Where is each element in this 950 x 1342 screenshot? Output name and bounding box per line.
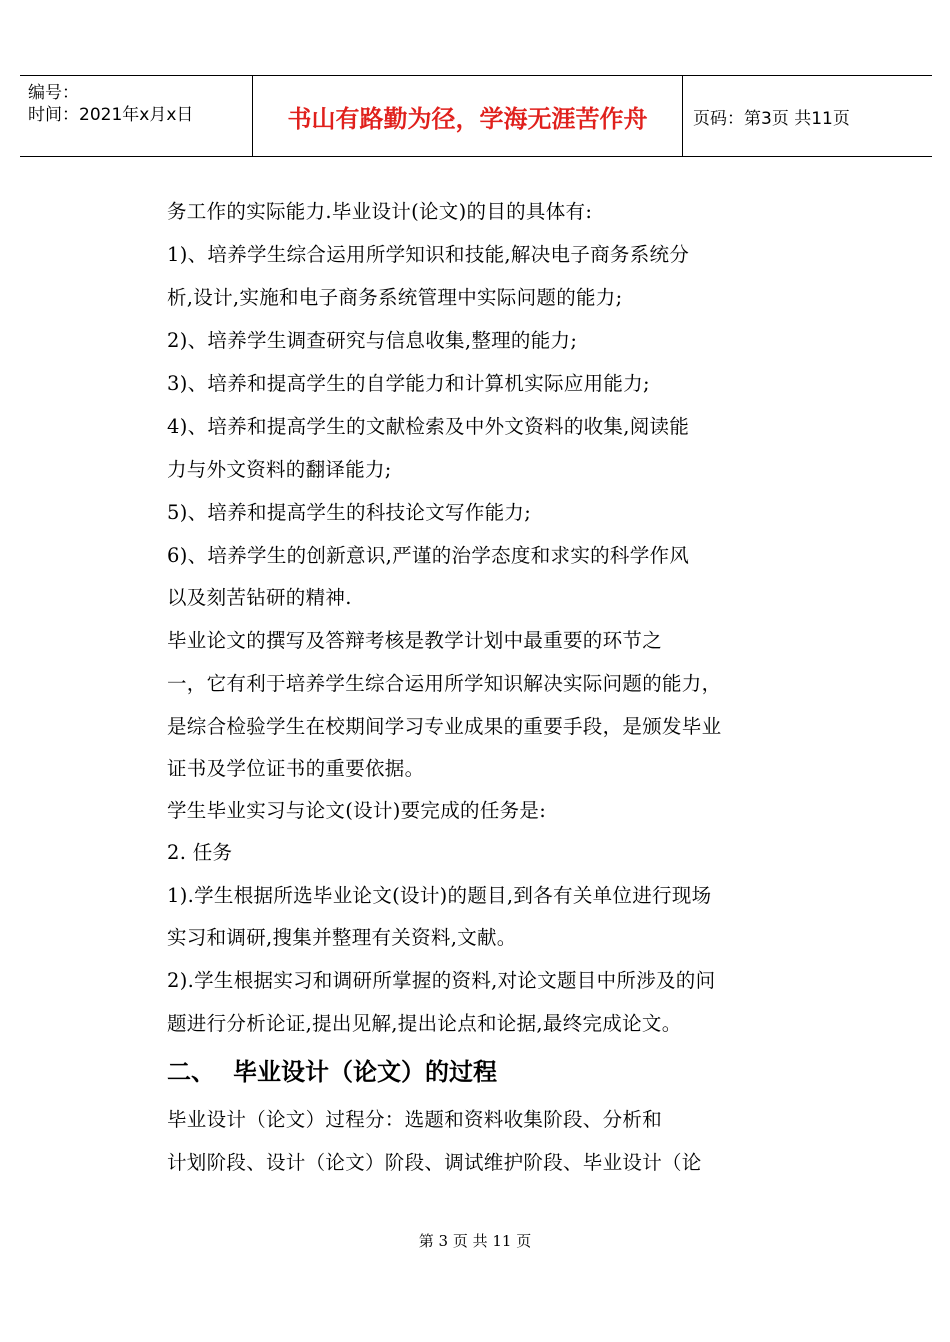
page-footer: 第 3 页 共 11 页 — [418, 1232, 532, 1250]
text-line: 实习和调研,搜集并整理有关资料,文献。 — [167, 926, 517, 949]
text-line: 务工作的实际能力.毕业设计(论文)的目的具体有: — [167, 200, 593, 223]
text-line: 以及刻苦钻研的精神. — [167, 586, 352, 609]
text-line: 2).学生根据实习和调研所掌握的资料,对论文题目中所涉及的问 — [167, 969, 716, 992]
section-number: 二、 — [167, 1058, 215, 1086]
text-line: 4)、培养和提高学生的文献检索及中外文资料的收集,阅读能 — [167, 415, 690, 438]
text-line: 析,设计,实施和电子商务系统管理中实际问题的能力; — [167, 286, 623, 309]
text-line: 计划阶段、设计（论文）阶段、调试维护阶段、毕业设计（论 — [167, 1151, 702, 1174]
serial-label: 编号： — [28, 83, 79, 103]
text-line: 2. 任务 — [167, 841, 233, 864]
text-line: 1).学生根据所选毕业论文(设计)的题目,到各有关单位进行现场 — [167, 884, 712, 907]
page-header — [20, 75, 932, 157]
header-page-code: 页码：第3页 共11页 — [693, 108, 850, 129]
section-heading — [167, 1052, 497, 1087]
text-line: 是综合检验学生在校期间学习专业成果的重要手段，是颁发毕业 — [167, 715, 722, 738]
text-line: 1)、培养学生综合运用所学知识和技能,解决电子商务系统分 — [167, 243, 690, 266]
text-line: 3)、培养和提高学生的自学能力和计算机实际应用能力; — [167, 372, 650, 395]
text-line: 一，它有利于培养学生综合运用所学知识解决实际问题的能力， — [167, 672, 722, 695]
text-line: 题进行分析论证,提出见解,提出论点和论据,最终完成论文。 — [167, 1012, 682, 1035]
text-line: 5)、培养和提高学生的科技论文写作能力; — [167, 501, 532, 524]
text-line: 学生毕业实习与论文(设计)要完成的任务是: — [167, 799, 547, 822]
text-line: 证书及学位证书的重要依据。 — [167, 757, 425, 780]
header-info — [20, 76, 252, 156]
text-line: 力与外文资料的翻译能力; — [167, 458, 392, 481]
header-motto: 书山有路勤为径，学海无涯苦作舟 — [252, 76, 683, 156]
time-label: 时间：2021年x月x日 — [28, 105, 194, 125]
section-title: 毕业设计（论文）的过程 — [233, 1058, 497, 1086]
text-line: 毕业论文的撰写及答辩考核是教学计划中最重要的环节之 — [167, 629, 663, 652]
text-line: 2)、培养学生调查研究与信息收集,整理的能力; — [167, 329, 578, 352]
text-line: 毕业设计（论文）过程分：选题和资料收集阶段、分析和 — [167, 1108, 663, 1131]
text-line: 6)、培养学生的创新意识,严谨的治学态度和求实的科学作风 — [167, 544, 690, 567]
